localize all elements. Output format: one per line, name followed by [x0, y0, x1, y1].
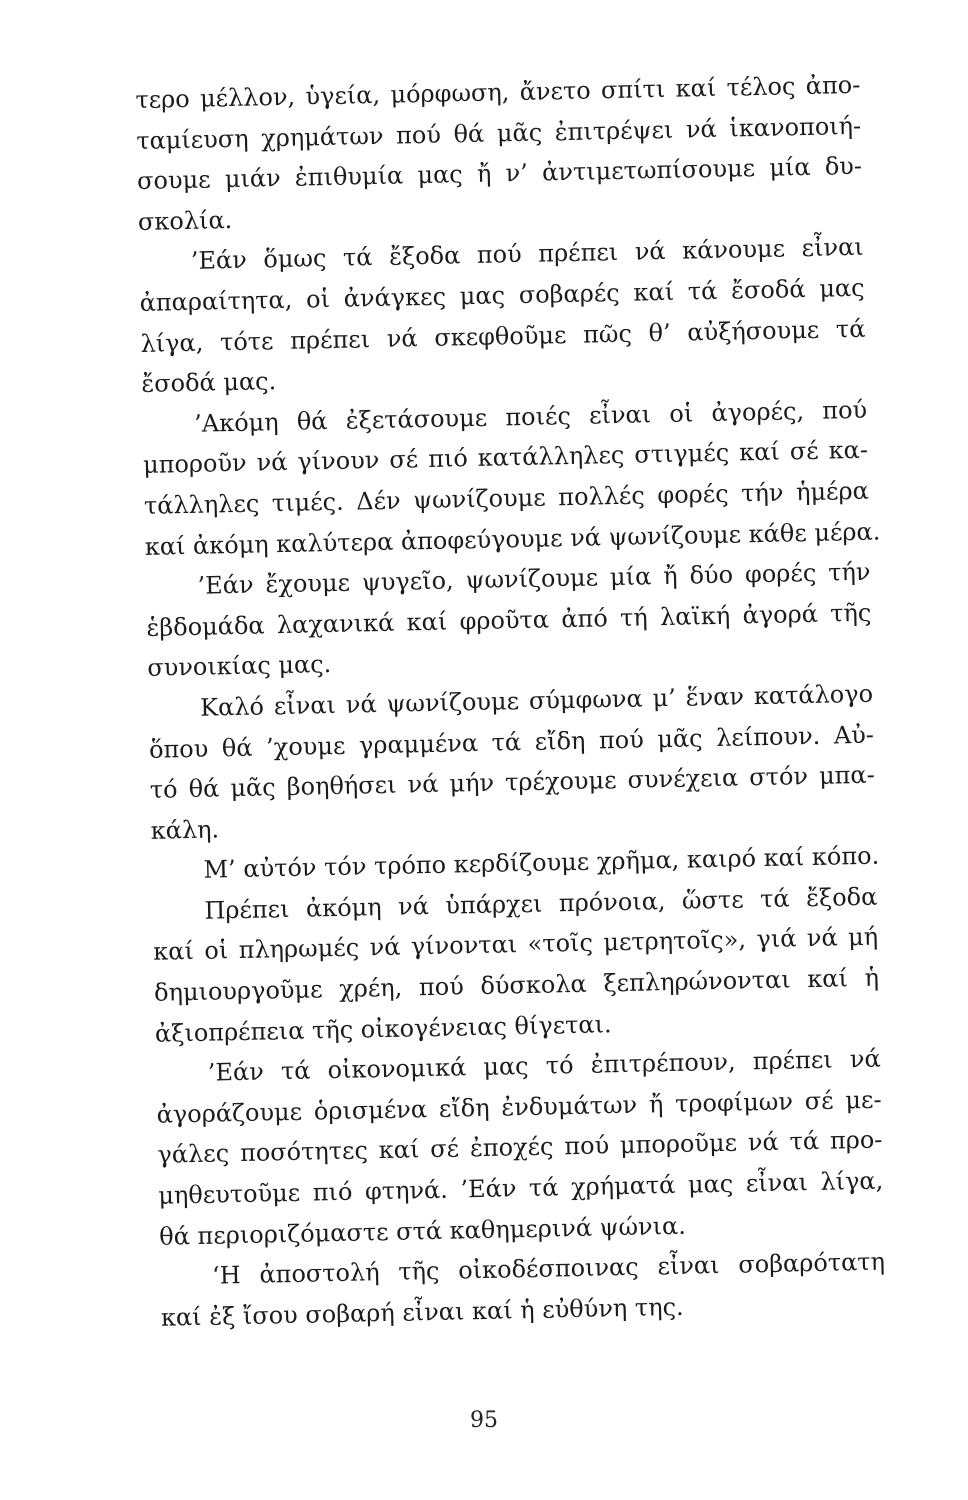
- text-line: ἀξιοπρέπεια τῆς οἰκογένειας θίγεται.: [154, 1009, 612, 1048]
- text-line: ἑβδομάδα λαχανικά καί φροῦτα ἀπό τή λαϊκή ἀγορά τῆς: [146, 598, 872, 642]
- text-line: ἔσοδά μας.: [141, 367, 277, 399]
- text-line: καί ἐξ ἴσου σοβαρή εἶναι καί ἡ εὐθύνη της.: [160, 1292, 684, 1332]
- text-line: ’Ακόμη θά ἐξετάσουμε ποιές εἶναι οἱ ἀγορές, πού: [193, 395, 868, 438]
- text-line: μποροῦν νά γίνουν σέ πιό κατάλληλες στιγμές καί σέ κα-: [142, 436, 869, 480]
- text-line: κάλη.: [150, 815, 220, 845]
- text-line: ’Εάν τά οἰκονομικά μας τό ἐπιτρέπουν, πρέπει νά: [207, 1044, 881, 1087]
- text-line: λίγα, τότε πρέπει νά σκεφθοῦμε πῶς θ’ αὐξήσουμε τά: [140, 314, 866, 358]
- text-line: μηθευτοῦμε πιό φτηνά. ’Εάν τά χρήματά μας εἶναι λίγα,: [158, 1166, 884, 1210]
- text-line: καί οἱ πληρωμές νά γίνονται «τοῖς μετρητοῖς», γιά νά μή: [152, 923, 879, 967]
- text-line: ἀγοράζουμε ὁρισμένα εἴδη ἐνδυμάτων ἤ τροφίμων σέ με-: [156, 1085, 882, 1129]
- body-text: [135, 65, 886, 1338]
- text-line: ‘Η ἀποστολή τῆς οἰκοδέσποινας εἶναι σοβαρότατη: [211, 1247, 886, 1290]
- text-line: σκολία.: [137, 205, 233, 236]
- text-line: τάλληλες τιμές. Δέν ψωνίζουμε πολλές φορές τήν ἡμέρα: [143, 476, 870, 520]
- text-line: Καλό εἶναι νά ψωνίζουμε σύμφωνα μ’ ἕναν κατάλογο: [199, 679, 874, 722]
- text-line: δημιουργοῦμε χρέη, πού δύσκολα ξεπληρώνονται καί ἡ: [153, 963, 880, 1007]
- text-line: τερο μέλλον, ὑγεία, μόρφωση, ἄνετο σπίτι καί τέλος ἀπο-: [135, 70, 861, 114]
- text-line: καί ἀκόμη καλύτερα ἀποφεύγουμε νά ψωνίζουμε κάθε μέρα.: [144, 517, 881, 561]
- text-line: γάλες ποσότητες καί σέ ἐποχές πού μποροῦμε νά τά προ-: [157, 1126, 883, 1170]
- text-line: ’Εάν ὅμως τά ἔξοδα πού πρέπει νά κάνουμε εἶναι: [190, 233, 864, 276]
- text-line: ἀπαραίτητα, οἱ ἀνάγκες μας σοβαρές καί τά ἔσοδά μας: [139, 273, 865, 317]
- text-line: συνοικίας μας.: [147, 650, 332, 683]
- page-number: 95: [470, 1408, 498, 1433]
- text-line: σουμε μιάν ἐπιθυμία μας ἤ ν’ ἀντιμετωπίσουμε μία δυ-: [136, 151, 863, 196]
- text-line: Μ’ αὐτόν τόν τρόπο κερδίζουμε χρῆμα, καιρό καί κόπο.: [203, 841, 880, 885]
- text-line: ὅπου θά ’χουμε γραμμένα τά εἴδη πού μᾶς λείπουν. Αὐ-: [148, 720, 875, 764]
- text-line: Πρέπει ἀκόμη νά ὑπάρχει πρόνοια, ὥστε τά ἔξοδα: [204, 882, 878, 925]
- text-line: ταμίευση χρημάτων πού θά μᾶς ἐπιτρέψει νά ἱκανοποιή-: [135, 111, 862, 155]
- text-line: θά περιοριζόμαστε στά καθημερινά ψώνια.: [158, 1211, 687, 1251]
- text-line: τό θά μᾶς βοηθήσει νά μήν τρέχουμε συνέχεια στόν μπα-: [149, 760, 876, 804]
- text-line: ’Εάν ἔχουμε ψυγεῖο, ψωνίζουμε μία ἤ δύο φορές τήν: [197, 557, 871, 600]
